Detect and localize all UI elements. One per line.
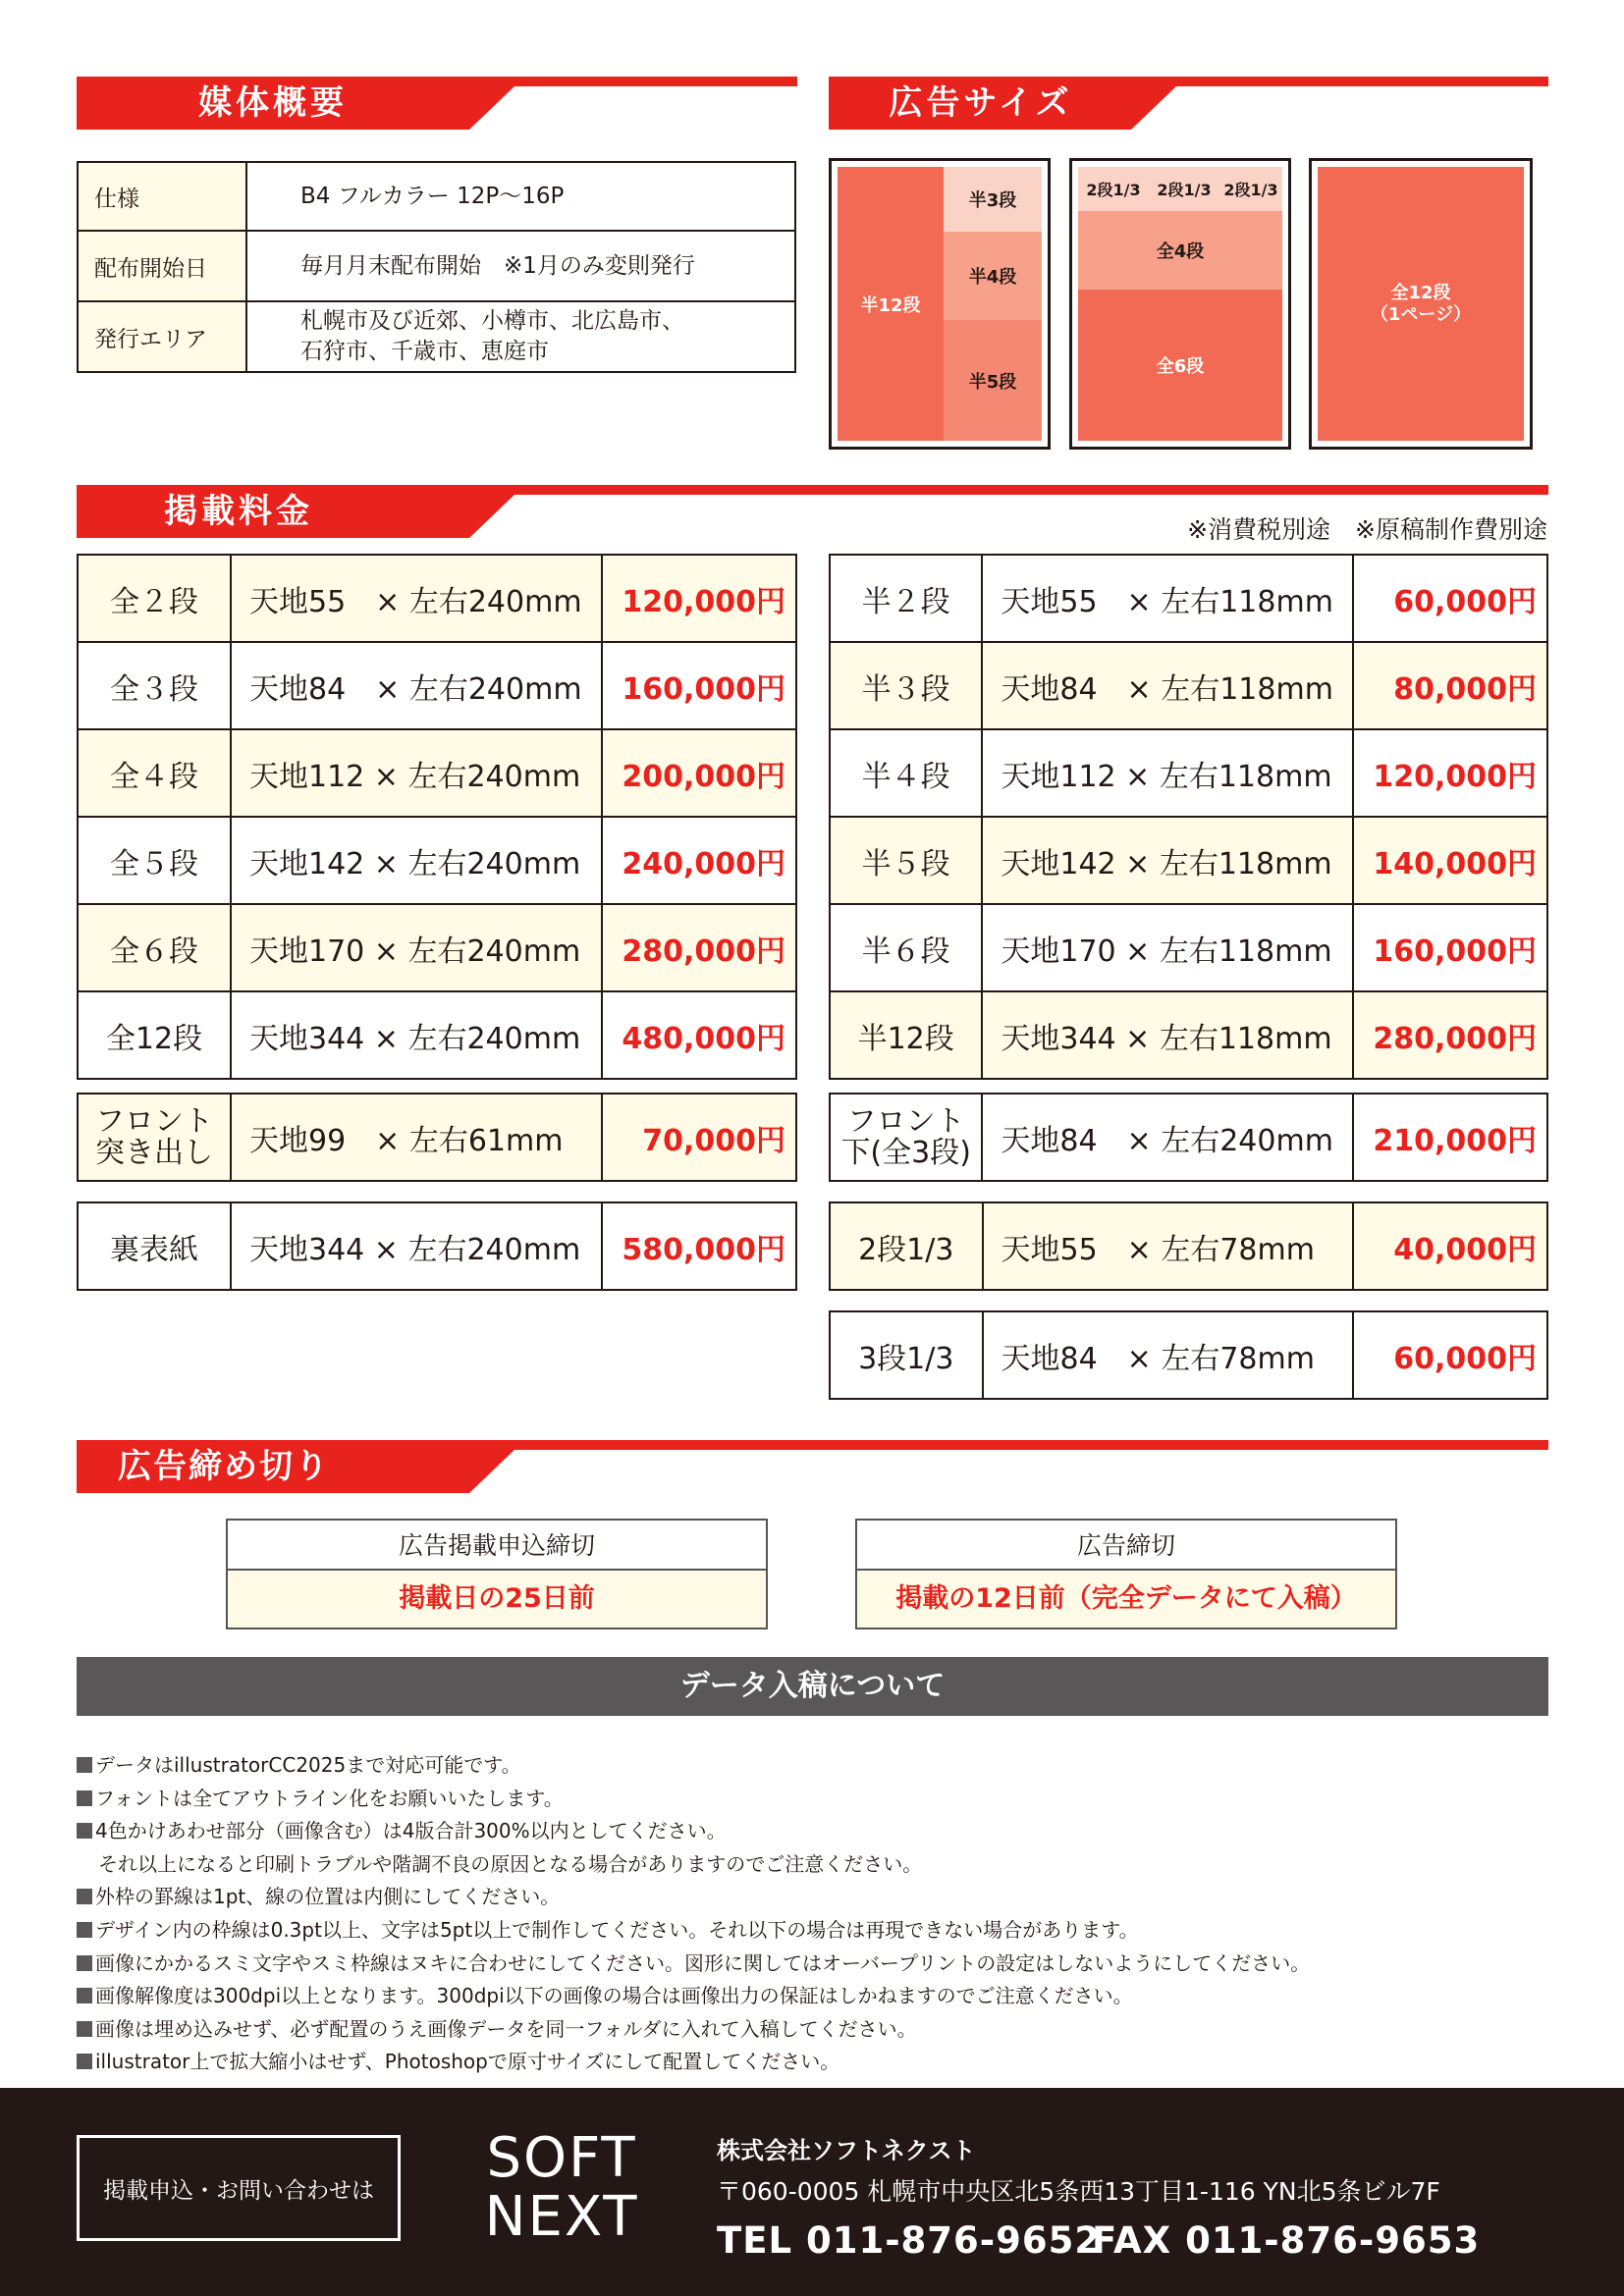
size-2dan-third: 2段1/3	[1219, 167, 1282, 211]
rate-price: 240,000円	[602, 817, 796, 904]
rate-name	[830, 1094, 982, 1181]
section-header-deadline	[77, 1440, 1548, 1493]
size-full-6: 全6段	[1078, 290, 1282, 441]
rate-row	[830, 991, 1547, 1079]
overview-key: 配布開始日	[78, 231, 246, 301]
rate-row	[830, 817, 1547, 904]
rate-name	[78, 1094, 231, 1181]
rate-price: 280,000円	[1353, 991, 1547, 1079]
deadline-apply-title: 広告掲載申込締切	[228, 1521, 766, 1571]
rate-name-line: フロント	[95, 1103, 213, 1139]
rate-size: 天地84 × 左右118mm	[982, 642, 1353, 729]
square-bullet-icon	[77, 1823, 92, 1839]
overview-value: B4 フルカラー 12P〜16P	[246, 162, 795, 231]
rates-table-3dan-third	[829, 1310, 1548, 1400]
rate-size: 天地344 × 左右118mm	[982, 991, 1353, 1079]
note-item: 画像は埋め込みせず、必ず配置のうえ画像データを同一フォルダに入れて入稿してください。	[77, 2013, 1549, 2047]
overview-key: 発行エリア	[78, 301, 246, 372]
overview-value-line: 札幌市及び近郊、小樽市、北広島市、	[300, 308, 684, 334]
rate-price: 160,000円	[1353, 904, 1547, 991]
rate-size: 天地84 × 左右240mm	[231, 642, 602, 729]
rate-name: 3段1/3	[830, 1311, 983, 1399]
rate-name: 半３段	[830, 642, 982, 729]
rate-price: 140,000円	[1353, 817, 1547, 904]
deadline-ad-box	[855, 1519, 1397, 1629]
overview-key: 仕様	[78, 162, 246, 231]
rate-size: 天地84 × 左右78mm	[983, 1311, 1354, 1399]
section-title-ad-size: 広告サイズ	[889, 83, 1073, 123]
rate-row	[78, 642, 796, 729]
rate-price: 60,000円	[1353, 1311, 1547, 1399]
rate-size: 天地170 × 左右118mm	[982, 904, 1353, 991]
data-notes	[77, 1749, 1549, 2079]
rate-size: 天地55 × 左右78mm	[983, 1202, 1354, 1290]
overview-value	[246, 301, 795, 372]
company-name: 株式会社ソフトネクスト	[717, 2137, 976, 2164]
size-half-3: 半3段	[944, 167, 1042, 232]
size-full-12	[1318, 167, 1524, 441]
rate-price: 80,000円	[1353, 642, 1547, 729]
deadline-apply-box	[226, 1519, 768, 1629]
rate-price: 120,000円	[1353, 729, 1547, 817]
deadline-ad-title: 広告締切	[857, 1521, 1395, 1571]
note-item: デザイン内の枠線は0.3pt以上、文字は5pt以上で制作してください。それ以下の場合は再現できない場合があります。	[77, 1914, 1549, 1948]
rate-price: 210,000円	[1353, 1094, 1547, 1181]
rates-table-full	[77, 554, 797, 1080]
rate-name: 半２段	[830, 555, 982, 642]
size-full-12-sub: （1ページ）	[1370, 303, 1472, 325]
rate-row	[78, 1094, 796, 1181]
rate-name: 半５段	[830, 817, 982, 904]
rate-price: 60,000円	[1353, 555, 1547, 642]
size-full-12-label: 全12段	[1390, 282, 1451, 303]
logo-line-soft: SOFT	[486, 2126, 637, 2190]
square-bullet-icon	[77, 1889, 92, 1904]
rate-size: 天地84 × 左右240mm	[982, 1094, 1353, 1181]
rate-price: 480,000円	[602, 991, 796, 1079]
company-logo	[473, 2126, 650, 2249]
deadline-apply-value: 掲載日の25日前	[228, 1571, 766, 1628]
company-fax: FAX 011-876-9653	[1092, 2219, 1481, 2262]
rate-name: 全３段	[78, 642, 231, 729]
square-bullet-icon	[77, 1955, 92, 1971]
rate-size: 天地99 × 左右61mm	[231, 1094, 602, 1181]
rate-name: 全５段	[78, 817, 231, 904]
note-item: 画像にかかるスミ文字やスミ枠線はヌキに合わせにしてください。図形に関してはオーバープリントの設定はしないようにしてください。	[77, 1948, 1549, 1981]
rate-row	[830, 555, 1547, 642]
rate-price: 280,000円	[602, 904, 796, 991]
note-item: 外枠の罫線は1pt、線の位置は内側にしてください。	[77, 1881, 1549, 1914]
rate-name: 半６段	[830, 904, 982, 991]
footer	[0, 2088, 1624, 2296]
rate-name: 半４段	[830, 729, 982, 817]
contact-label: 掲載申込・お問い合わせは	[103, 2177, 374, 2204]
rate-size: 天地170 × 左右240mm	[231, 904, 602, 991]
rate-price: 580,000円	[602, 1202, 796, 1290]
rate-row	[78, 904, 796, 991]
note-item: 4色かけあわせ部分（画像含む）は4版合計300%以内としてください。	[77, 1815, 1549, 1848]
overview-row	[78, 301, 795, 372]
rate-row	[830, 1094, 1547, 1181]
rate-name: 2段1/3	[830, 1202, 983, 1290]
rate-row	[78, 555, 796, 642]
section-title-deadline: 広告締め切り	[118, 1447, 330, 1486]
section-header-overview	[77, 77, 797, 130]
section-title-overview: 媒体概要	[198, 83, 348, 123]
rate-name: 全12段	[78, 991, 231, 1079]
size-half-4: 半4段	[944, 232, 1042, 320]
square-bullet-icon	[77, 1922, 92, 1938]
rate-name: 全２段	[78, 555, 231, 642]
rate-price: 40,000円	[1353, 1202, 1547, 1290]
rates-table-half	[829, 554, 1548, 1080]
rate-size: 天地344 × 左右240mm	[231, 991, 602, 1079]
note-item: データはillustratorCC2025まで対応可能です。	[77, 1749, 1549, 1783]
size-diagram-page	[1309, 158, 1533, 450]
square-bullet-icon	[77, 1988, 92, 2003]
company-tel: TEL 011-876-9652	[717, 2219, 1102, 2262]
rate-row	[78, 817, 796, 904]
rate-row	[830, 729, 1547, 817]
overview-row	[78, 231, 795, 301]
note-item: フォントは全てアウトライン化をお願いいたします。	[77, 1783, 1549, 1816]
deadline-ad-value: 掲載の12日前（完全データにて入稿）	[857, 1571, 1395, 1628]
rates-table-front	[77, 1093, 797, 1182]
rate-name: 全４段	[78, 729, 231, 817]
rate-price: 70,000円	[602, 1094, 796, 1181]
rate-row	[830, 904, 1547, 991]
note-item: 画像解像度は300dpi以上となります。300dpi以下の画像の場合は画像出力の保証はしかねますのでご注意ください。	[77, 1980, 1549, 2013]
contact-label-box	[77, 2135, 401, 2241]
rate-name: 全６段	[78, 904, 231, 991]
tax-note: ※消費税別途 ※原稿制作費別途	[1187, 515, 1547, 544]
square-bullet-icon	[77, 2054, 92, 2069]
size-half-5: 半5段	[944, 320, 1042, 441]
rate-size: 天地142 × 左右118mm	[982, 817, 1353, 904]
note-item: illustrator上で拡大縮小はせず、Photoshopで原寸サイズにして配置してください。	[77, 2046, 1549, 2079]
rate-size: 天地112 × 左右118mm	[982, 729, 1353, 817]
data-submission-title: データ入稿について	[77, 1657, 1548, 1716]
size-2dan-third: 2段1/3	[1149, 167, 1219, 211]
section-header-ad-size	[829, 77, 1548, 130]
rate-size: 天地55 × 左右240mm	[231, 555, 602, 642]
rates-table-front-bottom	[829, 1093, 1548, 1182]
rate-row	[78, 729, 796, 817]
overview-value: 毎月月末配布開始 ※1月のみ変則発行	[246, 231, 795, 301]
rate-size: 天地344 × 左右240mm	[231, 1202, 602, 1290]
size-half-12: 半12段	[838, 167, 944, 441]
rate-size: 天地55 × 左右118mm	[982, 555, 1353, 642]
overview-row	[78, 162, 795, 231]
rate-price: 200,000円	[602, 729, 796, 817]
size-diagram-half	[829, 158, 1051, 450]
rate-row	[830, 1311, 1547, 1399]
rate-price: 160,000円	[602, 642, 796, 729]
size-2dan-third: 2段1/3	[1078, 167, 1149, 211]
rate-size: 天地142 × 左右240mm	[231, 817, 602, 904]
square-bullet-icon	[77, 1790, 92, 1806]
square-bullet-icon	[77, 2021, 92, 2037]
rates-table-back-cover	[77, 1201, 797, 1291]
overview-value-line: 石狩市、千歳市、恵庭市	[300, 339, 549, 364]
size-diagram-full	[1069, 158, 1291, 450]
note-item: それ以上になると印刷トラブルや階調不良の原因となる場合がありますのでご注意ください。	[98, 1851, 923, 1876]
rate-name-line: 突き出し	[95, 1135, 213, 1170]
rate-name-line: フロント	[846, 1103, 965, 1139]
section-title-rates: 掲載料金	[164, 492, 313, 531]
rate-size: 天地112 × 左右240mm	[231, 729, 602, 817]
rate-price: 120,000円	[602, 555, 796, 642]
rate-name: 裏表紙	[78, 1202, 231, 1290]
overview-table	[77, 161, 796, 373]
size-full-4: 全4段	[1078, 211, 1282, 290]
rates-table-2dan-third	[829, 1201, 1548, 1291]
square-bullet-icon	[77, 1757, 92, 1773]
company-address: 〒060-0005 札幌市中央区北5条西13丁目1-116 YN北5条ビル7F	[717, 2177, 1440, 2206]
rate-row	[78, 991, 796, 1079]
rate-name: 半12段	[830, 991, 982, 1079]
logo-line-next: NEXT	[484, 2185, 639, 2249]
rate-row	[830, 642, 1547, 729]
rate-row	[78, 1202, 796, 1290]
rate-row	[830, 1202, 1547, 1290]
rate-name-line: 下(全3段)	[840, 1135, 971, 1170]
